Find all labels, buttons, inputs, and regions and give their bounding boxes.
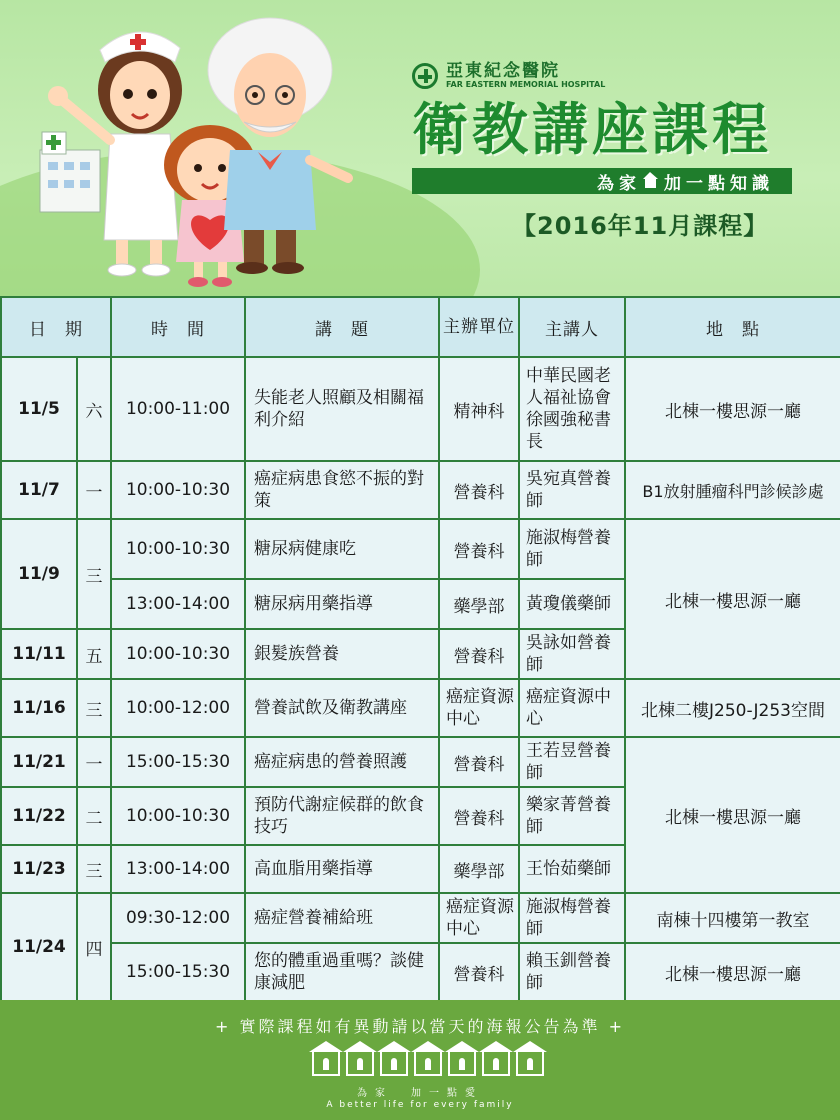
unit-cell: 癌症資源中心 xyxy=(439,679,519,737)
col-topic: 講 題 xyxy=(245,297,439,357)
topic-cell: 失能老人照顧及相關福利介紹 xyxy=(245,357,439,461)
date-cell: 11/22 xyxy=(1,787,77,845)
speaker-cell: 黃瓊儀藥師 xyxy=(519,579,625,629)
place-cell: B1放射腫瘤科門診候診處 xyxy=(625,461,840,519)
col-unit: 主辦單位 xyxy=(439,297,519,357)
slogan-bar xyxy=(412,168,792,194)
col-place: 地 點 xyxy=(625,297,840,357)
speaker-cell: 賴玉釧營養師 xyxy=(519,943,625,1001)
footer-slogan-en: A better life for every family xyxy=(326,1100,514,1110)
speaker-cell: 王怡茹藥師 xyxy=(519,845,625,893)
month-label: 【2016年11月課程】 xyxy=(512,212,769,240)
unit-cell: 癌症資源中心 xyxy=(439,893,519,943)
unit-cell: 營養科 xyxy=(439,461,519,519)
table-row xyxy=(1,461,840,519)
date-cell: 11/5 xyxy=(1,357,77,461)
hospital-logo xyxy=(412,62,605,90)
table-row xyxy=(1,519,840,579)
place-cell: 北棟一樓思源一廳 xyxy=(625,737,840,893)
weekday-cell: 三 xyxy=(77,845,111,893)
slogan-left: 為家 xyxy=(597,173,641,194)
time-cell: 15:00-15:30 xyxy=(111,737,245,787)
table-row xyxy=(1,679,840,737)
speaker-cell: 樂家菁營養師 xyxy=(519,787,625,845)
family-house-icon xyxy=(516,1052,544,1076)
col-date: 日 期 xyxy=(1,297,111,357)
topic-cell: 營養試飲及衛教講座 xyxy=(245,679,439,737)
topic-cell: 您的體重過重嗎？談健康減肥 xyxy=(245,943,439,1001)
unit-cell: 營養科 xyxy=(439,629,519,679)
schedule-table-wrapper xyxy=(0,296,840,1002)
unit-cell: 營養科 xyxy=(439,787,519,845)
weekday-cell: 六 xyxy=(77,357,111,461)
poster-header xyxy=(0,0,840,296)
date-cell: 11/23 xyxy=(1,845,77,893)
topic-cell: 預防代謝症候群的飲食技巧 xyxy=(245,787,439,845)
unit-cell: 藥學部 xyxy=(439,579,519,629)
weekday-cell: 一 xyxy=(77,461,111,519)
weekday-cell: 二 xyxy=(77,787,111,845)
weekday-cell: 三 xyxy=(77,679,111,737)
time-cell: 10:00-11:00 xyxy=(111,357,245,461)
table-row xyxy=(1,943,840,1001)
time-cell: 13:00-14:00 xyxy=(111,845,245,893)
time-cell: 10:00-10:30 xyxy=(111,461,245,519)
col-speaker: 主講人 xyxy=(519,297,625,357)
table-row xyxy=(1,357,840,461)
family-icons xyxy=(312,1052,544,1076)
house-icon xyxy=(645,179,656,188)
hospital-name-cn: 亞東紀念醫院 xyxy=(446,61,560,81)
weekday-cell: 三 xyxy=(77,519,111,629)
date-cell: 11/7 xyxy=(1,461,77,519)
time-cell: 10:00-10:30 xyxy=(111,787,245,845)
date-cell: 11/11 xyxy=(1,629,77,679)
speaker-cell: 癌症資源中心 xyxy=(519,679,625,737)
time-cell: 10:00-10:30 xyxy=(111,519,245,579)
speaker-cell: 王若昱營養師 xyxy=(519,737,625,787)
slogan-right: 加一點知識 xyxy=(664,173,774,194)
unit-cell: 藥學部 xyxy=(439,845,519,893)
topic-cell: 癌症病患的營養照護 xyxy=(245,737,439,787)
unit-cell: 精神科 xyxy=(439,357,519,461)
family-house-icon xyxy=(380,1052,408,1076)
place-cell: 北棟一樓思源一廳 xyxy=(625,519,840,679)
date-cell: 11/24 xyxy=(1,893,77,1001)
col-time: 時 間 xyxy=(111,297,245,357)
weekday-cell: 五 xyxy=(77,629,111,679)
poster-footer xyxy=(0,1000,840,1120)
place-cell: 北棟一樓思源一廳 xyxy=(625,943,840,1001)
family-house-icon xyxy=(346,1052,374,1076)
topic-cell: 銀髮族營養 xyxy=(245,629,439,679)
schedule-table xyxy=(0,296,840,1002)
change-notice: + 實際課程如有異動請以當天的海報公告為準 + xyxy=(215,1017,625,1036)
unit-cell: 營養科 xyxy=(439,519,519,579)
table-row xyxy=(1,893,840,943)
cartoon-illustration xyxy=(0,0,400,296)
time-cell: 13:00-14:00 xyxy=(111,579,245,629)
weekday-cell: 四 xyxy=(77,893,111,1001)
family-house-icon xyxy=(482,1052,510,1076)
unit-cell: 營養科 xyxy=(439,943,519,1001)
date-cell: 11/9 xyxy=(1,519,77,629)
date-cell: 11/21 xyxy=(1,737,77,787)
time-cell: 10:00-10:30 xyxy=(111,629,245,679)
speaker-cell: 施淑梅營養師 xyxy=(519,893,625,943)
topic-cell: 糖尿病健康吃 xyxy=(245,519,439,579)
date-cell: 11/16 xyxy=(1,679,77,737)
place-cell: 南棟十四樓第一教室 xyxy=(625,893,840,943)
poster-title: 衛教講座課程 xyxy=(412,98,772,163)
hospital-cross-icon xyxy=(412,63,438,89)
hospital-building-icon xyxy=(40,132,100,212)
footer-slogan: 為家 加一點愛 xyxy=(357,1088,483,1099)
time-cell: 15:00-15:30 xyxy=(111,943,245,1001)
family-house-icon xyxy=(312,1052,340,1076)
unit-cell: 營養科 xyxy=(439,737,519,787)
hospital-name-en: FAR EASTERN MEMORIAL HOSPITAL xyxy=(446,80,606,89)
topic-cell: 高血脂用藥指導 xyxy=(245,845,439,893)
speaker-cell: 吳詠如營養師 xyxy=(519,629,625,679)
weekday-cell: 一 xyxy=(77,737,111,787)
topic-cell: 癌症營養補給班 xyxy=(245,893,439,943)
time-cell: 09:30-12:00 xyxy=(111,893,245,943)
topic-cell: 糖尿病用藥指導 xyxy=(245,579,439,629)
family-house-icon xyxy=(414,1052,442,1076)
place-cell: 北棟一樓思源一廳 xyxy=(625,357,840,461)
speaker-cell: 吳宛真營養師 xyxy=(519,461,625,519)
topic-cell: 癌症病患食慾不振的對策 xyxy=(245,461,439,519)
table-row xyxy=(1,737,840,787)
time-cell: 10:00-12:00 xyxy=(111,679,245,737)
table-header-row xyxy=(1,297,840,357)
speaker-cell: 施淑梅營養師 xyxy=(519,519,625,579)
family-house-icon xyxy=(448,1052,476,1076)
place-cell: 北棟二樓J250-J253空間 xyxy=(625,679,840,737)
speaker-cell: 中華民國老人福祉協會徐國強秘書長 xyxy=(519,357,625,461)
